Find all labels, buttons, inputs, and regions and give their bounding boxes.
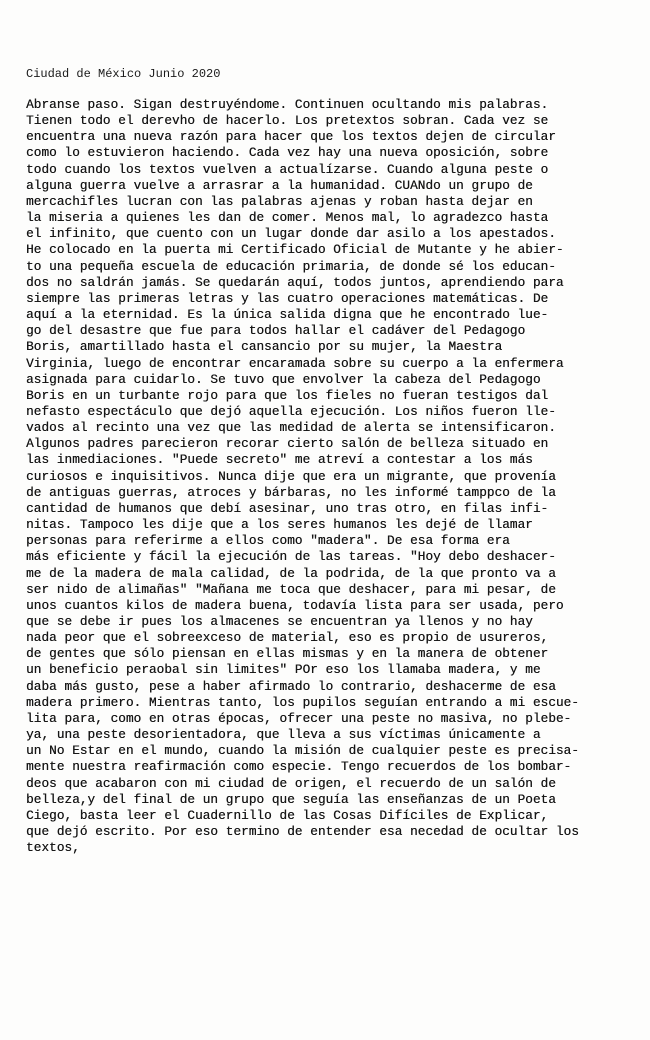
text-line: que dejó escrito. Por eso termino de entender esa necedad de ocultar los — [26, 824, 579, 840]
text-line: curiosos e inquisitivos. Nunca dije que era un migrante, que provenía — [26, 468, 556, 484]
dateline: Ciudad de México Junio 2020 — [26, 67, 221, 81]
text-line: cantidad de humanos que debí asesinar, uno tras otro, en filas infi- — [26, 500, 549, 516]
text-line: de antiguas guerras, atroces y bárbaras, no les informé tamppco de la — [26, 484, 556, 500]
text-line: deos que acabaron con mi ciudad de origen, el recuerdo de un salón de — [26, 775, 556, 791]
text-line: nitas. Tampoco les dije que a los seres humanos les dejé de llamar — [26, 517, 533, 533]
text-line: mente nuestra reafirmación como especie. Tengo recuerdos de los bombar- — [26, 759, 572, 775]
text-line: Virginia, luego de encontrar encaramada sobre su cuerpo a la enfermera — [26, 355, 564, 371]
text-line: ser nido de alimañas" "Mañana me toca que deshacer, para mi pesar, de — [26, 581, 556, 597]
typewritten-body — [26, 97, 626, 856]
text-line: Ciego, basta leer el Cuadernillo de las Cosas Difíciles de Explicar, — [26, 807, 549, 823]
text-line: me de la madera de mala calidad, de la podrida, de la que pronto va a — [26, 565, 556, 581]
text-line: el infinito, que cuento con un lugar donde dar asilo a los apestados. — [26, 226, 556, 242]
text-line: más eficiente y fácil la ejecución de las tareas. "Hoy debo deshacer- — [26, 549, 556, 565]
text-line: ya, una peste desorientadora, que lleva a sus víctimas únicamente a — [26, 727, 541, 743]
text-line: to una pequeña escuela de educación primaria, de donde sé los educan- — [26, 258, 556, 274]
text-line: encuentra una nueva razón para hacer que los textos dejen de circular — [26, 129, 556, 145]
text-line: madera primero. Mientras tanto, los pupilos seguían entrando a mi escue- — [26, 694, 579, 710]
text-line: nefasto espectáculo que dejó aquella ejecución. Los niños fueron lle- — [26, 403, 556, 419]
text-line: mercachifles lucran con las palabras ajenas y roban hasta dejar en — [26, 193, 533, 209]
text-line: Boris en un turbante rojo para que los fieles no fueran testigos dal — [26, 387, 549, 403]
text-line: personas para referirme a ellos como "madera". De esa forma era — [26, 533, 510, 549]
text-line: la miseria a quienes les dan de comer. Menos mal, lo agradezco hasta — [26, 210, 549, 226]
text-line: Tienen todo el derevho de hacerlo. Los pretextos sobran. Cada vez se — [26, 113, 549, 129]
text-line: todo cuando los textos vuelven a actualízarse. Cuando alguna peste o — [26, 161, 549, 177]
text-line: asignada para cuidarlo. Se tuvo que envolver la cabeza del Pedagogo — [26, 371, 541, 387]
text-line: go del desastre que fue para todos hallar el cadáver del Pedagogo — [26, 323, 526, 339]
text-line: belleza,y del final de un grupo que seguía las enseñanzas de un Poeta — [26, 791, 556, 807]
text-line: dos no saldrán jamás. Se quedarán aquí, todos juntos, aprendiendo para — [26, 274, 564, 290]
text-line: un beneficio peraobal sin limites" POr eso los llamaba madera, y me — [26, 662, 541, 678]
text-line: vados al recinto una vez que las medidad de alerta se intensificaron. — [26, 420, 556, 436]
text-line: que se debe ir pues los almacenes se encuentran ya llenos y no hay — [26, 614, 533, 629]
text-line: un No Estar en el mundo, cuando la misión de cualquier peste es precisa- — [26, 743, 579, 759]
text-line: nada peor que el sobreexceso de material, eso es propio de usureros, — [26, 630, 549, 646]
text-line: Algunos padres parecieron recorar cierto salón de belleza situado en — [26, 436, 549, 452]
text-line: daba más gusto, pese a haber afirmado lo contrario, deshacerme de esa — [26, 678, 556, 694]
text-line: Boris, amartillado hasta el cansancio por su mujer, la Maestra — [26, 339, 503, 355]
text-line: las inmediaciones. "Puede secreto" me atreví a contestar a los más — [26, 452, 533, 468]
text-line: como lo estuvieron haciendo. Cada vez hay una nueva oposición, sobre — [26, 145, 549, 161]
text-line: Abranse paso. Sigan destruyéndome. Continuen ocultando mis palabras. — [26, 97, 549, 112]
text-line: He colocado en la puerta mi Certificado Oficial de Mutante y he abier- — [26, 242, 564, 258]
text-line: lita para, como en otras épocas, ofrecer una peste no masiva, no plebe- — [26, 710, 572, 726]
text-line: de gentes que sólo piensan en ellas mismas y en la manera de obtener — [26, 646, 549, 662]
text-line: unos cuantos kilos de madera buena, todavía lista para ser usada, pero — [26, 597, 564, 613]
text-line: alguna guerra vuelve a arrasrar a la humanidad. CUANdo un grupo de — [26, 177, 533, 193]
text-line: siempre las primeras letras y las cuatro operaciones matemáticas. De — [26, 290, 549, 306]
text-line: textos, — [26, 840, 80, 856]
text-line: aquí a la eternidad. Es la única salida digna que he encontrado lue- — [26, 307, 549, 323]
